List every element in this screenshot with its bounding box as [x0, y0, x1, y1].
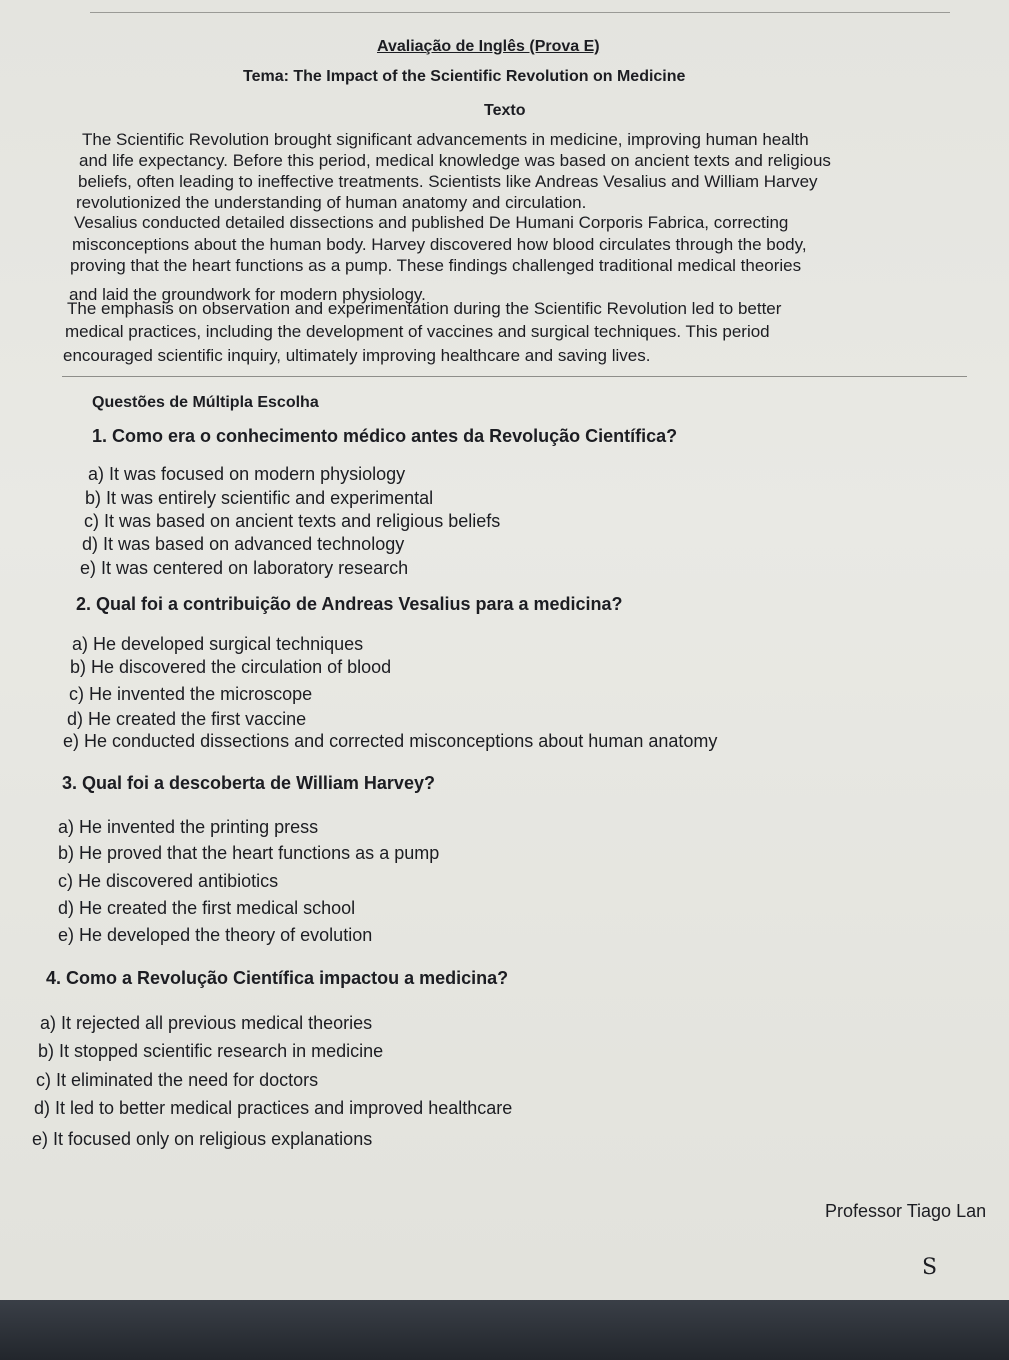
signature-mark: S — [922, 1255, 938, 1280]
option-a: a) It was focused on modern physiology — [88, 464, 406, 484]
option-a: a) It rejected all previous medical theories — [40, 1013, 373, 1033]
option-a: a) He developed surgical techniques — [72, 634, 364, 654]
text-line: misconceptions about the human body. Harvey discovered how blood circulates through the body, — [72, 235, 807, 254]
desk-background — [0, 1300, 1009, 1360]
text-line: medical practices, including the development of vaccines and surgical techniques. This period — [65, 322, 770, 341]
option-c: c) He discovered antibiotics — [58, 871, 279, 891]
option-b: b) It stopped scientific research in medicine — [38, 1041, 384, 1061]
section-divider — [62, 376, 967, 377]
teacher-signature-name: Professor Tiago Lan — [825, 1201, 987, 1221]
question-text: 1. Como era o conhecimento médico antes da Revolução Científica? — [92, 426, 678, 446]
exam-title: Avaliação de Inglês (Prova E) — [377, 38, 600, 55]
text-line: encouraged scientific inquiry, ultimately improving healthcare and saving lives. — [63, 346, 651, 365]
section-title: Questões de Múltipla Escolha — [92, 394, 319, 411]
question-text: 2. Qual foi a contribuição de Andreas Vesalius para a medicina? — [76, 594, 623, 614]
option-d: d) He created the first medical school — [58, 898, 356, 918]
option-e: e) He conducted dissections and corrected misconceptions about human anatomy — [63, 731, 718, 751]
exam-theme: Tema: The Impact of the Scientific Revolution on Medicine — [243, 68, 686, 85]
option-d: d) He created the first vaccine — [67, 709, 307, 729]
option-a: a) He invented the printing press — [58, 817, 319, 837]
option-c: c) It was based on ancient texts and religious beliefs — [84, 511, 501, 531]
question-text: 3. Qual foi a descoberta de William Harvey? — [62, 773, 435, 793]
text-line: The Scientific Revolution brought significant advancements in medicine, improving human health — [82, 130, 809, 149]
text-line: and laid the groundwork for modern physiology. — [69, 285, 426, 304]
text-line: proving that the heart functions as a pump. These findings challenged traditional medical theories — [70, 256, 802, 275]
option-c: c) It eliminated the need for doctors — [36, 1070, 319, 1090]
text-heading: Texto — [484, 102, 526, 119]
text-line: and life expectancy. Before this period, medical knowledge was based on ancient texts and religious — [79, 151, 831, 170]
option-c: c) He invented the microscope — [69, 684, 313, 704]
option-e: e) It was centered on laboratory research — [80, 558, 409, 578]
text-line: revolutionized the understanding of human anatomy and circulation. — [76, 193, 587, 212]
text-line: beliefs, often leading to ineffective treatments. Scientists like Andreas Vesalius and William Harvey — [78, 172, 818, 191]
option-e: e) It focused only on religious explanations — [32, 1129, 373, 1149]
option-d: d) It was based on advanced technology — [82, 534, 405, 554]
text-line: Vesalius conducted detailed dissections and published De Humani Corporis Fabrica, correcting — [74, 213, 789, 232]
question-text: 4. Como a Revolução Científica impactou a medicina? — [46, 968, 509, 988]
option-d: d) It led to better medical practices and improved healthcare — [34, 1098, 513, 1118]
text-line: The emphasis on observation and experimentation during the Scientific Revolution led to better — [67, 299, 782, 318]
option-b: b) He discovered the circulation of blood — [70, 657, 392, 677]
option-b: b) He proved that the heart functions as a pump — [58, 843, 440, 863]
option-b: b) It was entirely scientific and experimental — [85, 488, 434, 508]
option-e: e) He developed the theory of evolution — [58, 925, 373, 945]
top-rule — [90, 12, 950, 13]
